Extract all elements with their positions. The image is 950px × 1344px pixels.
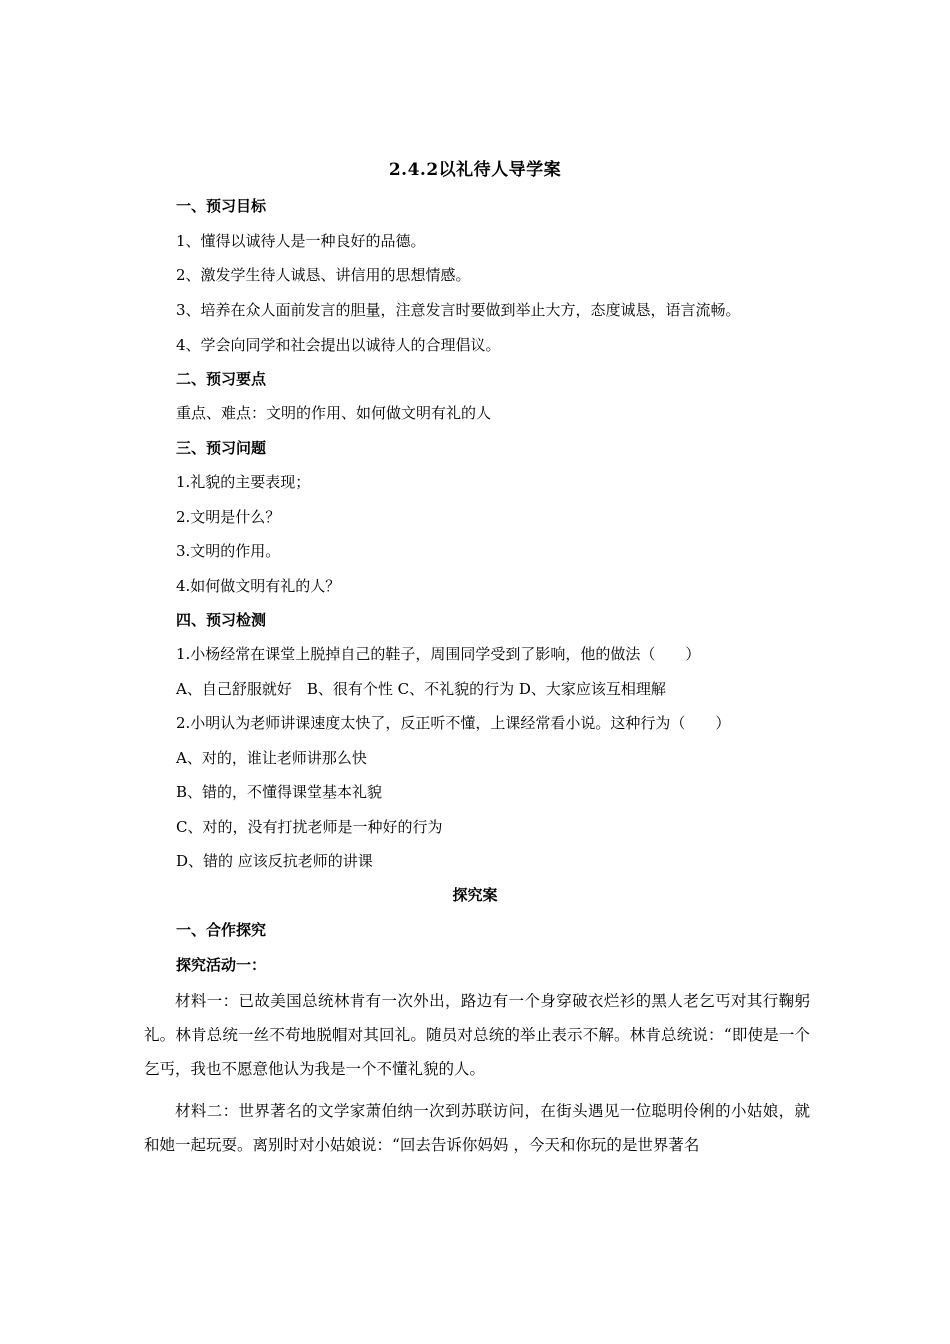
explore-activity-heading: 探究活动一：	[176, 956, 267, 974]
material-paragraph-2: 材料二：世界著名的文学家萧伯纳一次到苏联访问，在街头遇见一位聪明伶俐的小姑娘，就和她一起玩耍。离别时对小姑娘说：“回去告诉你妈妈 ，今天和你玩的是世界著名	[144, 1102, 810, 1154]
goal-item-1: 1、懂得以诚待人是一种良好的品德。	[176, 232, 426, 250]
test-question-2: 2.小明认为老师讲课速度太快了，反正听不懂，上课经常看小说。这种行为（ ）	[176, 714, 731, 732]
material-paragraph-1: 材料一：已故美国总统林肯有一次外出，路边有一个身穿破衣烂衫的黑人老乞丐对其行鞠躬礼。林肯总统一丝不苟地脱帽对其回礼。随员对总统的举止表示不解。林肯总统说：“即使是一个乞丐，我也不愿意他认为我是一个不懂礼貌的人。	[144, 992, 810, 1078]
test-question-2-option-a: A、对的，谁让老师讲那么快	[176, 749, 367, 767]
test-question-2-option-b: B、错的，不懂得课堂基本礼貌	[176, 783, 383, 801]
test-question-2-option-c: C、对的，没有打扰老师是一种好的行为	[176, 818, 443, 836]
section-heading-preview-test: 四、预习检测	[176, 611, 267, 629]
section-heading-cooperative-explore: 一、合作探究	[176, 921, 267, 939]
goal-item-4: 4、学会向同学和社会提出以诚待人的合理倡议。	[176, 336, 501, 354]
question-item-4: 4.如何做文明有礼的人？	[176, 577, 341, 595]
question-item-2: 2.文明是什么？	[176, 508, 281, 526]
test-question-2-option-d: D、错的 应该反抗老师的讲课	[176, 852, 373, 870]
key-points-text: 重点、难点：文明的作用、如何做文明有礼的人	[176, 404, 492, 422]
page-title: 2.4.2以礼待人导学案	[388, 160, 562, 180]
test-question-1: 1.小杨经常在课堂上脱掉自己的鞋子，周围同学受到了影响，他的做法（ ）	[176, 645, 701, 663]
section-heading-preview-goals: 一、预习目标	[176, 197, 267, 215]
section-heading-preview-questions: 三、预习问题	[176, 439, 267, 457]
test-question-1-options: A、自己舒服就好 B、很有个性 C、不礼貌的行为 D、大家应该互相理解	[176, 680, 666, 698]
section-heading-preview-points: 二、预习要点	[176, 370, 267, 388]
goal-item-2: 2、激发学生待人诚恳、讲信用的思想情感。	[176, 266, 471, 284]
question-item-1: 1.礼貌的主要表现；	[176, 473, 311, 491]
question-item-3: 3.文明的作用。	[176, 542, 281, 560]
explore-heading: 探究案	[452, 886, 498, 904]
goal-item-3: 3、培养在众人面前发言的胆量，注意发言时要做到举止大方，态度诚恳，语言流畅。	[176, 301, 741, 319]
